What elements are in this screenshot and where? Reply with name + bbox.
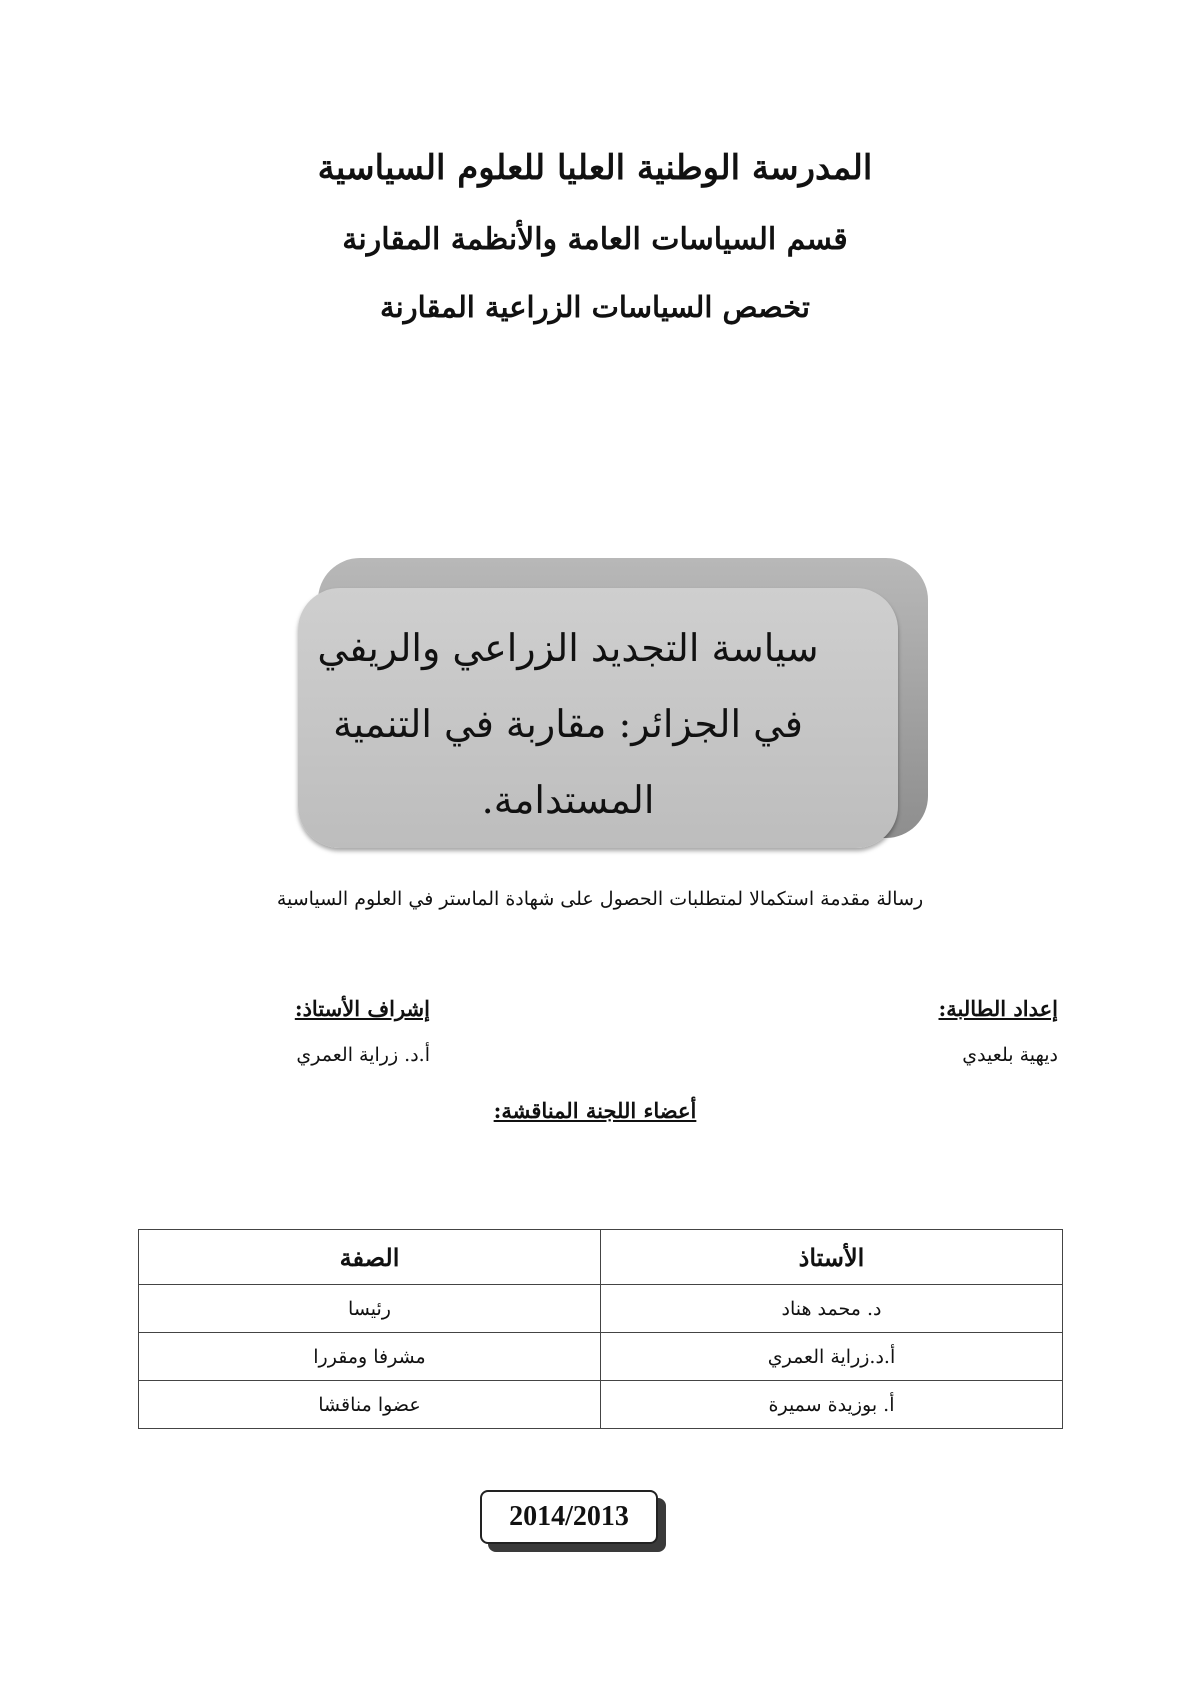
thesis-title-line-1: سياسة التجديد الزراعي والريفي bbox=[317, 626, 819, 670]
header-role: الصفة bbox=[139, 1230, 601, 1285]
table-row bbox=[139, 1333, 1063, 1381]
committee-table bbox=[138, 1229, 1063, 1429]
table-header-row bbox=[139, 1230, 1063, 1285]
member-name: د. محمد هناد bbox=[601, 1285, 1063, 1333]
committee-label: أعضاء اللجنة المناقشة: bbox=[493, 1098, 697, 1123]
thesis-title-line-3: المستدامة. bbox=[481, 778, 655, 822]
department-name: قسم السياسات العامة والأنظمة المقارنة bbox=[342, 222, 848, 257]
member-role: عضوا مناقشا bbox=[139, 1381, 601, 1429]
thesis-subtitle: رسالة مقدمة استكمالا لمتطلبات الحصول على شهادة الماستر في العلوم السياسية bbox=[276, 888, 924, 910]
student-name: ديهية بلعيدي bbox=[962, 1044, 1058, 1066]
student-label: إعداد الطالبة: bbox=[938, 996, 1058, 1021]
member-role: مشرفا ومقررا bbox=[139, 1333, 601, 1381]
academic-year: 2014/2013 bbox=[480, 1490, 658, 1544]
supervisor-label: إشراف الأستاذ: bbox=[294, 996, 430, 1021]
member-name: أ.د.زراية العمري bbox=[601, 1333, 1063, 1381]
thesis-title-line-2: في الجزائر: مقاربة في التنمية bbox=[333, 702, 803, 746]
supervisor-name: أ.د. زراية العمري bbox=[296, 1044, 430, 1066]
table-row bbox=[139, 1285, 1063, 1333]
school-name: المدرسة الوطنية العليا للعلوم السياسية bbox=[317, 148, 873, 188]
table-row bbox=[139, 1381, 1063, 1429]
specialty-name: تخصص السياسات الزراعية المقارنة bbox=[380, 290, 810, 324]
member-role: رئيسا bbox=[139, 1285, 601, 1333]
member-name: أ. بوزيدة سميرة bbox=[601, 1381, 1063, 1429]
thesis-title bbox=[298, 610, 838, 838]
header-professor: الأستاذ bbox=[601, 1230, 1063, 1285]
